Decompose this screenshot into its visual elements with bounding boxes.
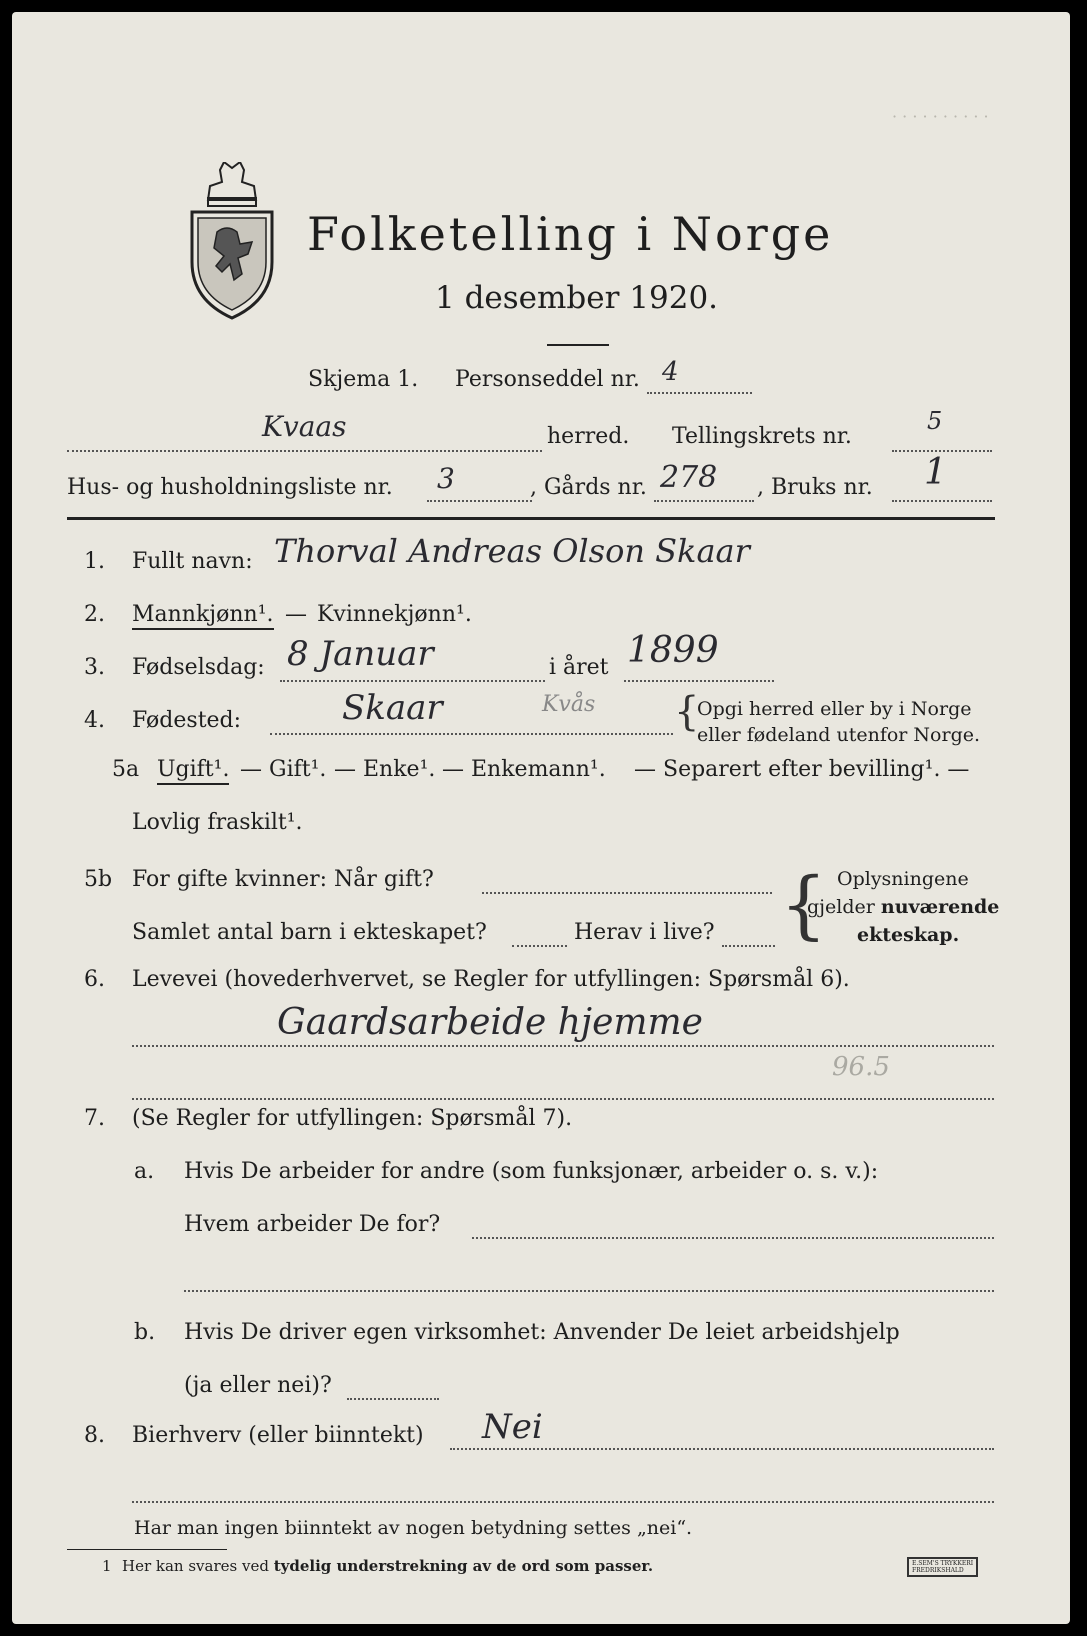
q3-number: 3. (84, 655, 105, 680)
pencil-mark: 96.5 (832, 1052, 890, 1082)
children-alive-field[interactable] (722, 945, 775, 947)
q5b-note-line1: Oplysningene (837, 868, 969, 890)
q7b-line2: (ja eller nei)? (184, 1373, 332, 1398)
gards-value[interactable]: 278 (660, 460, 718, 495)
hus-label: Hus- og husholdningsliste nr. (67, 475, 393, 500)
q5b-note-line3: ekteskap. (857, 924, 960, 946)
female-option[interactable]: Kvinnekjønn¹. (317, 602, 472, 627)
birthplace-pencil-note: Kvås (542, 692, 596, 717)
q7b-line1: Hvis De driver egen virksomhet: Anvender De leiet arbeidshjelp (184, 1320, 900, 1345)
q1-label: Fullt navn: (132, 549, 253, 574)
q7b-letter: b. (134, 1320, 156, 1345)
birthplace-note-line1: Opgi herred eller by i Norge (697, 698, 972, 720)
widower-option[interactable]: — Enkemann¹. (442, 757, 606, 782)
year-label: i året (549, 655, 609, 680)
q7a-letter: a. (134, 1159, 155, 1184)
skjema-label: Skjema 1. (308, 367, 419, 392)
q5b-alive-label: Herav i live? (574, 920, 715, 945)
coat-of-arms-icon (182, 162, 282, 322)
q2-number: 2. (84, 602, 105, 627)
printer-stamp: E.SEM'S TRYKKERI FREDRIKSHALD (907, 1557, 978, 1577)
married-when-field[interactable] (482, 892, 772, 894)
hired-help-field[interactable] (347, 1398, 439, 1400)
footnote-text: Her kan svares ved tydelig understrekning av de ord som passer. (122, 1557, 654, 1575)
q4-label: Fødested: (132, 708, 242, 733)
q4-number: 4. (84, 708, 105, 733)
personseddel-label: Personseddel nr. (455, 367, 640, 392)
bruks-value[interactable]: 1 (924, 452, 947, 493)
children-count-field[interactable] (512, 945, 567, 947)
hus-value[interactable]: 3 (437, 462, 455, 495)
birth-year-value[interactable]: 1899 (627, 630, 719, 671)
q5b-note-line2: gjelder nuværende (807, 896, 1000, 918)
employer-field[interactable] (472, 1237, 994, 1239)
side-income-note: Har man ingen biinntekt av nogen betydning settes „nei“. (134, 1517, 693, 1539)
unmarried-option-underlined[interactable]: Ugift¹. (157, 757, 229, 785)
personseddel-value[interactable]: 4 (662, 357, 679, 387)
birthplace-value[interactable]: Skaar (342, 688, 443, 728)
form-title: Folketelling i Norge (307, 207, 834, 261)
form-date: 1 desember 1920. (435, 280, 719, 316)
bleed-through-text: · · · · · · · · · · (892, 107, 989, 126)
footnote-rule (67, 1549, 227, 1550)
birthplace-note-line2: eller fødeland utenfor Norge. (697, 724, 981, 746)
title-divider (547, 344, 609, 346)
herred-value[interactable]: Kvaas (262, 410, 347, 443)
q5b-line1: For gifte kvinner: Når gift? (132, 867, 434, 892)
q6-number: 6. (84, 967, 105, 992)
header-rule (67, 517, 995, 520)
q8-number: 8. (84, 1423, 105, 1448)
q5a-number: 5a (112, 757, 140, 782)
married-option[interactable]: — Gift¹. (240, 757, 327, 782)
occupation-value[interactable]: Gaardsarbeide hjemme (277, 1002, 703, 1043)
q7a-line1: Hvis De arbeider for andre (som funksjonær, arbeider o. s. v.): (184, 1159, 879, 1184)
tellingskrets-label: Tellingskrets nr. (672, 424, 852, 449)
q7-number: 7. (84, 1106, 105, 1131)
tellingskrets-value[interactable]: 5 (927, 407, 943, 435)
q3-label: Fødselsdag: (132, 655, 265, 680)
q2-separator: — (285, 602, 307, 627)
birth-day-value[interactable]: 8 Januar (287, 634, 434, 674)
bruks-label: , Bruks nr. (757, 475, 873, 500)
q7a-line2: Hvem arbeider De for? (184, 1212, 441, 1237)
census-form: · · · · · · · · · · Folketelling i Norge 1 desember 1920. Skjema 1. Personseddel nr. 4 Kvaas herred. Tellingskrets nr. 5 Hus- og husholdningsliste nr. 3 , Gårds nr. 278 , Bruks nr. 1 1. Fullt navn: Thorval Andreas Olson Skaar 2. Mannkjønn¹. — Kvinnekjønn¹. 3. Fødselsdag: 8 Januar i året 1899 4. Fødested: Skaar Kvås { Opgi herred eller by i Norge eller fødeland utenfor Norge. 5a Ugift¹. — Gift¹. — Enke¹. — Enkemann¹. — Separert efter bevilling¹. — Lovlig fraskilt¹. 5b For gifte kvinner: Når gift? Samlet antal barn i ekteskapet? Herav i live? { Oplysningene gjelder nuværende ekteskap. 6. Levevei (hovederhvervet, se Regler for utfyllingen: Spørsmål 6). Gaardsarbeide hjemme 96.5 7. (Se Regler for utfyllingen: Spørsmål 7). a. Hvis De arbeider for andre (som funksjonær, arbeider o. s. v.): Hvem arbeider De for? b. Hvis De driver egen virksomhet: Anvender De leiet arbeidshjelp (ja eller nei)? 8. Bierhverv (eller biinntekt) Nei Har man ingen biinntekt av nogen betydning settes „nei“. 1 Her kan svares ved tydelig understrekning av de ord som passer. E.SEM'S TRYKKERI FREDRIKSHALD (12, 12, 1070, 1624)
q8-label: Bierhverv (eller biinntekt) (132, 1423, 424, 1448)
separated-option[interactable]: — Separert efter bevilling¹. — (634, 757, 970, 782)
footnote-number: 1 (102, 1557, 112, 1575)
q5b-number: 5b (84, 867, 113, 892)
divorced-option[interactable]: Lovlig fraskilt¹. (132, 810, 303, 835)
herred-label: herred. (547, 424, 630, 449)
q6-label: Levevei (hovederhvervet, se Regler for utfyllingen: Spørsmål 6). (132, 967, 850, 992)
gards-label: , Gårds nr. (530, 475, 647, 500)
widow-option[interactable]: — Enke¹. (334, 757, 436, 782)
full-name-value[interactable]: Thorval Andreas Olson Skaar (274, 532, 750, 570)
q1-number: 1. (84, 549, 105, 574)
male-option-underlined[interactable]: Mannkjønn¹. (132, 602, 274, 630)
q7-label: (Se Regler for utfyllingen: Spørsmål 7). (132, 1106, 573, 1131)
side-income-value[interactable]: Nei (482, 1407, 543, 1447)
q5b-children-label: Samlet antal barn i ekteskapet? (132, 920, 487, 945)
